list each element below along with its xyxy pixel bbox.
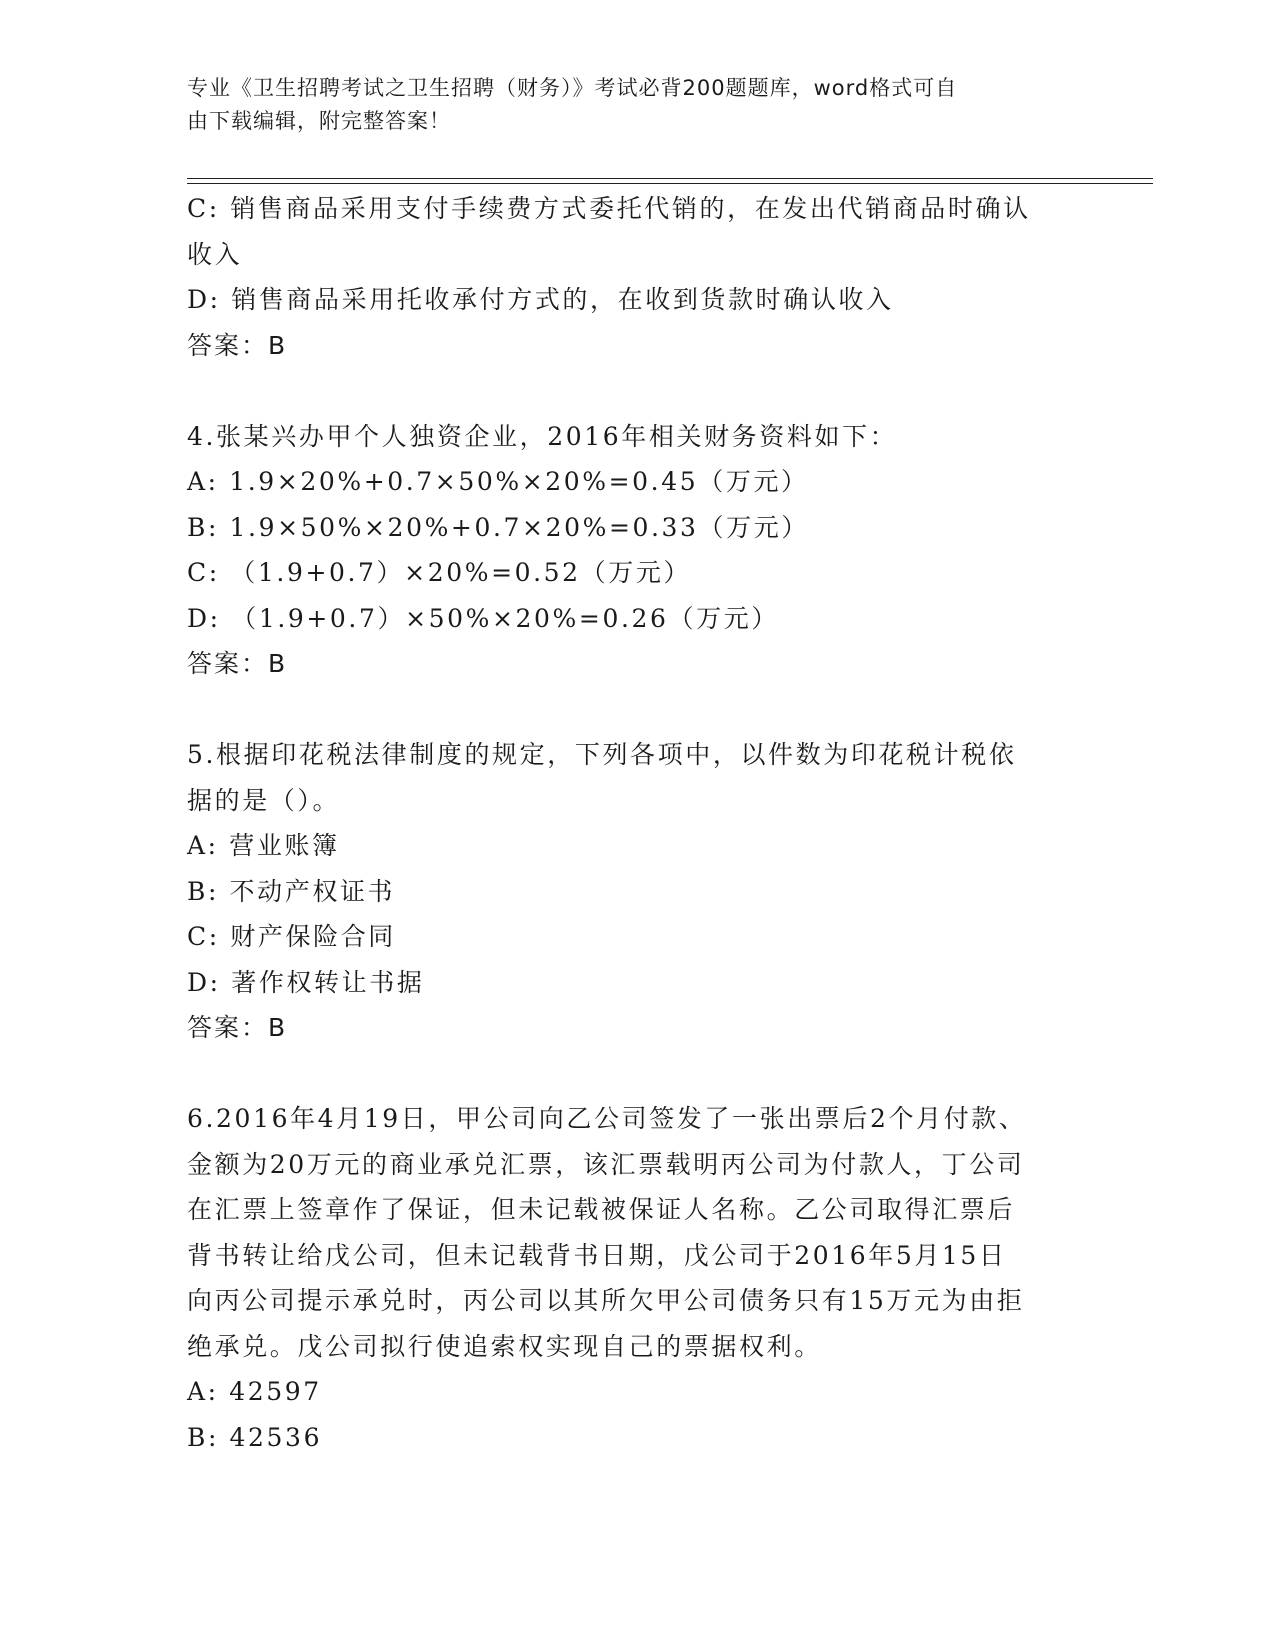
option-a: A: 1.9×20%+0.7×50%×20%=0.45（万元）	[187, 467, 809, 496]
answer-label: 答案：B	[187, 649, 288, 678]
header-divider-bottom	[187, 183, 1153, 184]
question-list	[187, 186, 1087, 1460]
question-stem-continued: 向丙公司提示承兑时，丙公司以其所欠甲公司债务只有15万元为由拒	[187, 1286, 1025, 1315]
header-title-line-2: 由下载编辑，附完整答案！	[187, 109, 451, 133]
question-stem-continued: 背书转让给戊公司，但未记载背书日期，戊公司于2016年5月15日	[187, 1240, 1007, 1270]
option-c: C: 财产保险合同	[187, 922, 396, 951]
document-header	[187, 72, 1067, 138]
option-b: B: 42536	[187, 1422, 323, 1452]
spacer	[187, 368, 1087, 414]
question-5	[187, 732, 1087, 1051]
question-stem-continued: 绝承兑。戊公司拟行使追索权实现自己的票据权利。	[187, 1331, 822, 1361]
question-stem-continued: 在汇票上签章作了保证，但未记载被保证人名称。乙公司取得汇票后	[187, 1195, 1016, 1224]
question-4	[187, 414, 1087, 687]
option-a: A: 42597	[187, 1377, 322, 1406]
question-stem-continued: 据的是（）。	[187, 785, 341, 815]
header-title-line-1: 专业《卫生招聘考试之卫生招聘（财务）》考试必背200题题库，word格式可自	[187, 76, 958, 100]
option-d: D: （1.9+0.7）×50%×20%=0.26（万元）	[187, 603, 779, 633]
option-c-continued: 收入	[187, 239, 243, 269]
spacer	[187, 687, 1087, 733]
question-6	[187, 1096, 1087, 1460]
option-a: A: 营业账簿	[187, 831, 340, 860]
answer-label: 答案：B	[187, 330, 288, 360]
option-b: B: 不动产权证书	[187, 876, 396, 906]
question-3-tail	[187, 186, 1087, 368]
question-stem-continued: 金额为20万元的商业承兑汇票，该汇票载明丙公司为付款人，丁公司	[187, 1149, 1025, 1179]
question-stem: 5.根据印花税法律制度的规定，下列各项中，以件数为印花税计税依	[187, 740, 1017, 769]
option-d: D: 销售商品采用托收承付方式的，在收到货款时确认收入	[187, 285, 894, 314]
answer-label: 答案：B	[187, 1013, 288, 1042]
option-d: D: 著作权转让书据	[187, 967, 425, 997]
question-stem: 4.张某兴办甲个人独资企业，2016年相关财务资料如下：	[187, 421, 898, 451]
header-divider-top	[187, 178, 1153, 179]
option-c: C: （1.9+0.7）×20%=0.52（万元）	[187, 558, 692, 587]
question-stem: 6.2016年4月19日，甲公司向乙公司签发了一张出票后2个月付款、	[187, 1104, 1027, 1133]
option-b: B: 1.9×50%×20%+0.7×20%=0.33（万元）	[187, 512, 809, 542]
option-c: C: 销售商品采用支付手续费方式委托代销的，在发出代销商品时确认	[187, 194, 1031, 223]
spacer	[187, 1051, 1087, 1097]
